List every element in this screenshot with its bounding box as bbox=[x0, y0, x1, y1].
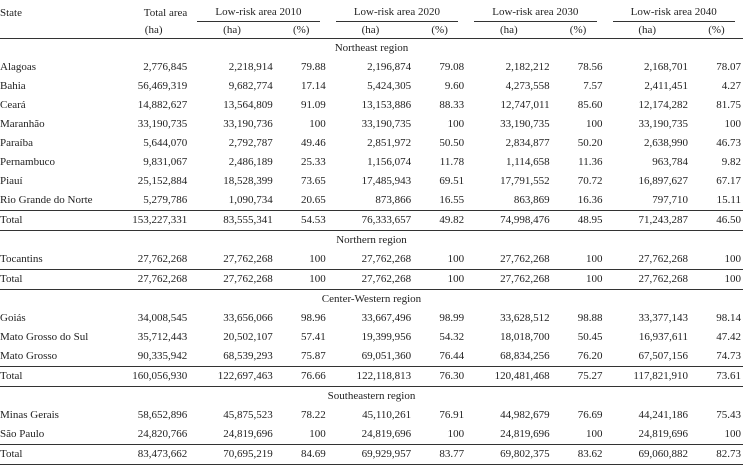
value-ha: 33,377,143 bbox=[605, 309, 690, 328]
header-unit-pc: (%) bbox=[552, 22, 605, 39]
state-name: Mato Grosso do Sul bbox=[0, 328, 118, 347]
value-ha: 963,784 bbox=[605, 153, 690, 172]
value-percent: 100 bbox=[413, 250, 466, 270]
value-percent: 83.62 bbox=[552, 445, 605, 465]
header-group-2020: Low-risk area 2020 bbox=[328, 4, 466, 22]
value-percent: 9.82 bbox=[690, 153, 743, 172]
value-ha: 69,051,360 bbox=[328, 347, 413, 367]
value-ha: 44,982,679 bbox=[466, 406, 551, 425]
total-area: 14,882,627 bbox=[118, 96, 189, 115]
value-ha: 27,762,268 bbox=[189, 250, 274, 270]
value-percent: 74.73 bbox=[690, 347, 743, 367]
total-row bbox=[0, 211, 743, 231]
value-ha: 69,802,375 bbox=[466, 445, 551, 465]
state-name: Total bbox=[0, 367, 118, 387]
value-ha: 27,762,268 bbox=[328, 250, 413, 270]
value-ha: 33,656,066 bbox=[189, 309, 274, 328]
total-area: 56,469,319 bbox=[118, 77, 189, 96]
value-percent: 100 bbox=[413, 270, 466, 290]
value-ha: 33,190,735 bbox=[605, 115, 690, 134]
value-percent: 82.73 bbox=[690, 445, 743, 465]
state-name: Ceará bbox=[0, 96, 118, 115]
value-ha: 24,819,696 bbox=[605, 425, 690, 445]
header-unit-pc: (%) bbox=[275, 22, 328, 39]
table-row bbox=[0, 134, 743, 153]
value-percent: 100 bbox=[275, 270, 328, 290]
low-risk-area-table bbox=[0, 4, 743, 465]
value-ha: 120,481,468 bbox=[466, 367, 551, 387]
value-percent: 100 bbox=[690, 270, 743, 290]
header-blank bbox=[0, 22, 118, 39]
value-ha: 33,190,736 bbox=[189, 115, 274, 134]
value-percent: 100 bbox=[413, 425, 466, 445]
value-percent: 50.20 bbox=[552, 134, 605, 153]
value-percent: 11.36 bbox=[552, 153, 605, 172]
value-percent: 75.27 bbox=[552, 367, 605, 387]
total-area: 27,762,268 bbox=[118, 270, 189, 290]
value-percent: 100 bbox=[275, 425, 328, 445]
value-ha: 2,168,701 bbox=[605, 58, 690, 77]
total-area: 2,776,845 bbox=[118, 58, 189, 77]
value-ha: 24,819,696 bbox=[328, 425, 413, 445]
header-unit-ha: (ha) bbox=[466, 22, 551, 39]
value-ha: 122,118,813 bbox=[328, 367, 413, 387]
state-name: Piauí bbox=[0, 172, 118, 191]
value-ha: 797,710 bbox=[605, 191, 690, 211]
header-group-2010: Low-risk area 2010 bbox=[189, 4, 327, 22]
value-ha: 2,486,189 bbox=[189, 153, 274, 172]
header-unit-ha: (ha) bbox=[189, 22, 274, 39]
value-percent: 78.22 bbox=[275, 406, 328, 425]
table-row bbox=[0, 347, 743, 367]
value-ha: 1,114,658 bbox=[466, 153, 551, 172]
table-row bbox=[0, 309, 743, 328]
header-unit-ha: (ha) bbox=[605, 22, 690, 39]
value-ha: 33,190,735 bbox=[466, 115, 551, 134]
value-percent: 54.53 bbox=[275, 211, 328, 231]
value-percent: 50.50 bbox=[413, 134, 466, 153]
region-name: Center-Western region bbox=[0, 290, 743, 310]
value-ha: 2,182,212 bbox=[466, 58, 551, 77]
value-percent: 98.99 bbox=[413, 309, 466, 328]
value-ha: 27,762,268 bbox=[189, 270, 274, 290]
state-name: Tocantins bbox=[0, 250, 118, 270]
header-unit-pc: (%) bbox=[690, 22, 743, 39]
value-percent: 98.88 bbox=[552, 309, 605, 328]
value-percent: 67.17 bbox=[690, 172, 743, 191]
table-row bbox=[0, 191, 743, 211]
value-percent: 17.14 bbox=[275, 77, 328, 96]
value-percent: 76.20 bbox=[552, 347, 605, 367]
header-unit-ha: (ha) bbox=[118, 22, 189, 39]
value-percent: 76.69 bbox=[552, 406, 605, 425]
value-percent: 76.44 bbox=[413, 347, 466, 367]
total-row bbox=[0, 270, 743, 290]
value-ha: 24,819,696 bbox=[466, 425, 551, 445]
value-ha: 20,502,107 bbox=[189, 328, 274, 347]
state-name: Total bbox=[0, 270, 118, 290]
value-percent: 46.50 bbox=[690, 211, 743, 231]
table-row bbox=[0, 96, 743, 115]
value-percent: 16.55 bbox=[413, 191, 466, 211]
value-ha: 1,090,734 bbox=[189, 191, 274, 211]
value-ha: 45,110,261 bbox=[328, 406, 413, 425]
value-ha: 33,667,496 bbox=[328, 309, 413, 328]
table-header bbox=[0, 4, 743, 39]
total-area: 5,644,070 bbox=[118, 134, 189, 153]
value-ha: 71,243,287 bbox=[605, 211, 690, 231]
value-percent: 85.60 bbox=[552, 96, 605, 115]
value-percent: 78.07 bbox=[690, 58, 743, 77]
region-header-row bbox=[0, 39, 743, 59]
value-ha: 18,528,399 bbox=[189, 172, 274, 191]
table-row bbox=[0, 58, 743, 77]
state-name: Maranhão bbox=[0, 115, 118, 134]
value-ha: 83,555,341 bbox=[189, 211, 274, 231]
region-name: Southeastern region bbox=[0, 387, 743, 407]
value-ha: 13,564,809 bbox=[189, 96, 274, 115]
header-total-area: Total area bbox=[118, 4, 189, 22]
state-name: Minas Gerais bbox=[0, 406, 118, 425]
value-ha: 19,399,956 bbox=[328, 328, 413, 347]
total-area: 5,279,786 bbox=[118, 191, 189, 211]
value-ha: 4,273,558 bbox=[466, 77, 551, 96]
value-ha: 2,218,914 bbox=[189, 58, 274, 77]
value-percent: 9.60 bbox=[413, 77, 466, 96]
value-ha: 27,762,268 bbox=[605, 270, 690, 290]
value-ha: 45,875,523 bbox=[189, 406, 274, 425]
value-ha: 9,682,774 bbox=[189, 77, 274, 96]
state-name: Mato Grosso bbox=[0, 347, 118, 367]
total-row bbox=[0, 367, 743, 387]
value-ha: 863,869 bbox=[466, 191, 551, 211]
table-body bbox=[0, 39, 743, 465]
header-unit-pc: (%) bbox=[413, 22, 466, 39]
value-ha: 24,819,696 bbox=[189, 425, 274, 445]
value-percent: 78.56 bbox=[552, 58, 605, 77]
value-percent: 70.72 bbox=[552, 172, 605, 191]
value-percent: 100 bbox=[552, 270, 605, 290]
value-percent: 83.77 bbox=[413, 445, 466, 465]
total-area: 34,008,545 bbox=[118, 309, 189, 328]
value-ha: 70,695,219 bbox=[189, 445, 274, 465]
value-percent: 100 bbox=[690, 425, 743, 445]
value-ha: 122,697,463 bbox=[189, 367, 274, 387]
value-percent: 100 bbox=[275, 250, 328, 270]
value-percent: 100 bbox=[552, 425, 605, 445]
value-ha: 12,174,282 bbox=[605, 96, 690, 115]
value-percent: 79.08 bbox=[413, 58, 466, 77]
value-percent: 49.82 bbox=[413, 211, 466, 231]
table-row bbox=[0, 172, 743, 191]
value-percent: 98.96 bbox=[275, 309, 328, 328]
total-area: 35,712,443 bbox=[118, 328, 189, 347]
value-percent: 88.33 bbox=[413, 96, 466, 115]
value-ha: 2,851,972 bbox=[328, 134, 413, 153]
value-percent: 91.09 bbox=[275, 96, 328, 115]
table-row bbox=[0, 77, 743, 96]
value-percent: 11.78 bbox=[413, 153, 466, 172]
header-state: State bbox=[0, 4, 118, 22]
value-percent: 100 bbox=[413, 115, 466, 134]
value-ha: 2,196,874 bbox=[328, 58, 413, 77]
total-area: 58,652,896 bbox=[118, 406, 189, 425]
value-ha: 17,791,552 bbox=[466, 172, 551, 191]
total-area: 160,056,930 bbox=[118, 367, 189, 387]
value-ha: 27,762,268 bbox=[466, 270, 551, 290]
value-percent: 50.45 bbox=[552, 328, 605, 347]
value-ha: 16,937,611 bbox=[605, 328, 690, 347]
value-ha: 74,998,476 bbox=[466, 211, 551, 231]
value-ha: 2,411,451 bbox=[605, 77, 690, 96]
total-area: 25,152,884 bbox=[118, 172, 189, 191]
region-name: Northeast region bbox=[0, 39, 743, 59]
value-percent: 4.27 bbox=[690, 77, 743, 96]
value-ha: 76,333,657 bbox=[328, 211, 413, 231]
total-area: 83,473,662 bbox=[118, 445, 189, 465]
value-ha: 2,638,990 bbox=[605, 134, 690, 153]
value-percent: 100 bbox=[552, 250, 605, 270]
value-ha: 1,156,074 bbox=[328, 153, 413, 172]
value-ha: 33,190,735 bbox=[328, 115, 413, 134]
state-name: Total bbox=[0, 445, 118, 465]
region-header-row bbox=[0, 387, 743, 407]
value-percent: 54.32 bbox=[413, 328, 466, 347]
value-percent: 73.65 bbox=[275, 172, 328, 191]
table-row bbox=[0, 153, 743, 172]
value-percent: 25.33 bbox=[275, 153, 328, 172]
value-percent: 98.14 bbox=[690, 309, 743, 328]
value-percent: 75.43 bbox=[690, 406, 743, 425]
value-percent: 46.73 bbox=[690, 134, 743, 153]
total-area: 33,190,735 bbox=[118, 115, 189, 134]
value-ha: 68,539,293 bbox=[189, 347, 274, 367]
value-ha: 5,424,305 bbox=[328, 77, 413, 96]
value-ha: 27,762,268 bbox=[605, 250, 690, 270]
value-ha: 18,018,700 bbox=[466, 328, 551, 347]
total-area: 27,762,268 bbox=[118, 250, 189, 270]
table-row bbox=[0, 406, 743, 425]
state-name: Goiás bbox=[0, 309, 118, 328]
value-percent: 76.30 bbox=[413, 367, 466, 387]
value-ha: 16,897,627 bbox=[605, 172, 690, 191]
value-ha: 27,762,268 bbox=[466, 250, 551, 270]
value-ha: 13,153,886 bbox=[328, 96, 413, 115]
table-row bbox=[0, 250, 743, 270]
state-name: São Paulo bbox=[0, 425, 118, 445]
total-area: 24,820,766 bbox=[118, 425, 189, 445]
total-row bbox=[0, 445, 743, 465]
header-group-2040: Low-risk area 2040 bbox=[605, 4, 743, 22]
region-header-row bbox=[0, 290, 743, 310]
value-ha: 44,241,186 bbox=[605, 406, 690, 425]
value-ha: 67,507,156 bbox=[605, 347, 690, 367]
value-percent: 100 bbox=[690, 115, 743, 134]
value-percent: 49.46 bbox=[275, 134, 328, 153]
value-ha: 69,929,957 bbox=[328, 445, 413, 465]
value-ha: 68,834,256 bbox=[466, 347, 551, 367]
value-percent: 100 bbox=[690, 250, 743, 270]
table-row bbox=[0, 328, 743, 347]
value-ha: 69,060,882 bbox=[605, 445, 690, 465]
state-name: Paraíba bbox=[0, 134, 118, 153]
value-percent: 76.66 bbox=[275, 367, 328, 387]
value-percent: 20.65 bbox=[275, 191, 328, 211]
value-ha: 2,792,787 bbox=[189, 134, 274, 153]
table-row bbox=[0, 425, 743, 445]
value-percent: 48.95 bbox=[552, 211, 605, 231]
value-ha: 33,628,512 bbox=[466, 309, 551, 328]
value-ha: 27,762,268 bbox=[328, 270, 413, 290]
value-percent: 76.91 bbox=[413, 406, 466, 425]
state-name: Total bbox=[0, 211, 118, 231]
state-name: Alagoas bbox=[0, 58, 118, 77]
value-ha: 117,821,910 bbox=[605, 367, 690, 387]
value-percent: 15.11 bbox=[690, 191, 743, 211]
region-name: Northern region bbox=[0, 231, 743, 251]
value-ha: 2,834,877 bbox=[466, 134, 551, 153]
value-percent: 69.51 bbox=[413, 172, 466, 191]
value-ha: 873,866 bbox=[328, 191, 413, 211]
value-percent: 79.88 bbox=[275, 58, 328, 77]
value-percent: 100 bbox=[552, 115, 605, 134]
value-ha: 12,747,011 bbox=[466, 96, 551, 115]
value-percent: 75.87 bbox=[275, 347, 328, 367]
value-percent: 16.36 bbox=[552, 191, 605, 211]
state-name: Rio Grande do Norte bbox=[0, 191, 118, 211]
state-name: Pernambuco bbox=[0, 153, 118, 172]
table-row bbox=[0, 115, 743, 134]
value-percent: 73.61 bbox=[690, 367, 743, 387]
value-ha: 17,485,943 bbox=[328, 172, 413, 191]
value-percent: 84.69 bbox=[275, 445, 328, 465]
value-percent: 47.42 bbox=[690, 328, 743, 347]
value-percent: 81.75 bbox=[690, 96, 743, 115]
total-area: 153,227,331 bbox=[118, 211, 189, 231]
header-group-2030: Low-risk area 2030 bbox=[466, 4, 604, 22]
state-name: Bahia bbox=[0, 77, 118, 96]
region-header-row bbox=[0, 231, 743, 251]
value-percent: 57.41 bbox=[275, 328, 328, 347]
value-percent: 7.57 bbox=[552, 77, 605, 96]
header-unit-ha: (ha) bbox=[328, 22, 413, 39]
value-percent: 100 bbox=[275, 115, 328, 134]
total-area: 90,335,942 bbox=[118, 347, 189, 367]
total-area: 9,831,067 bbox=[118, 153, 189, 172]
